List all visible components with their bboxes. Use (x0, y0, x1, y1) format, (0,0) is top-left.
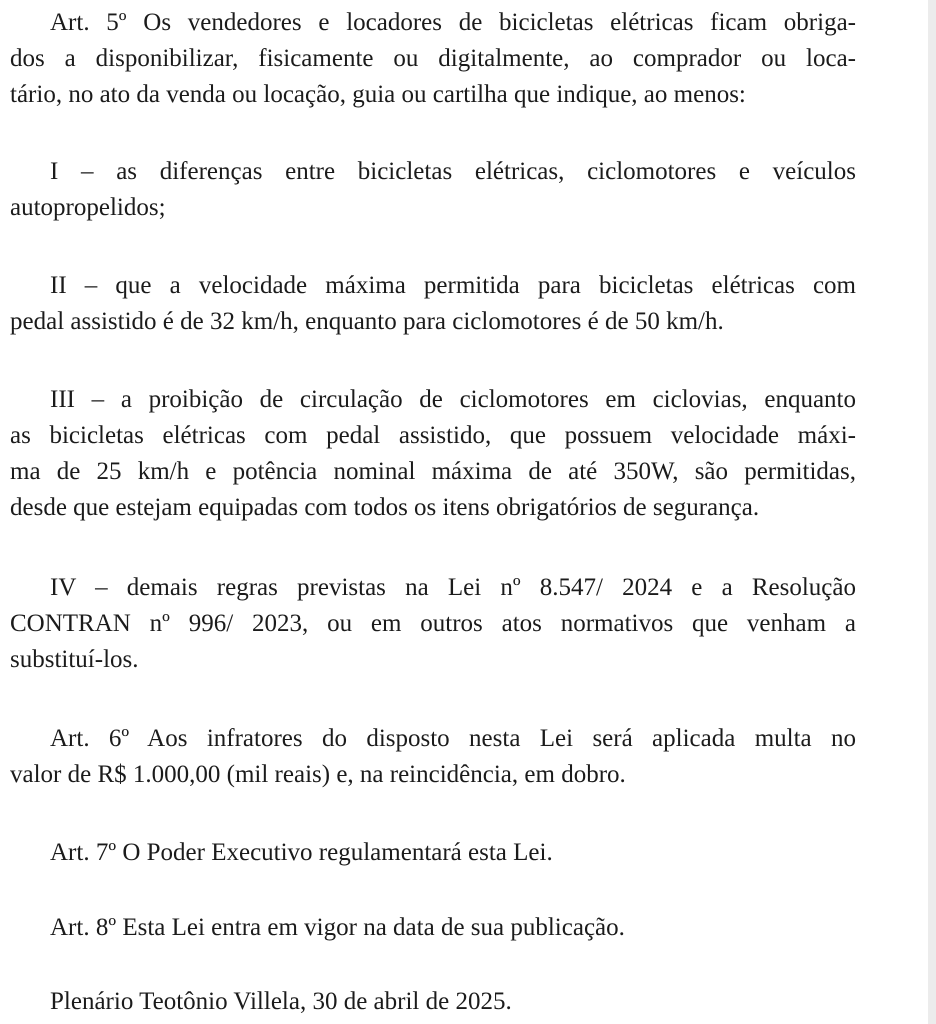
item-1-line-2: autopropelidos; (10, 194, 166, 221)
article-5-line-3: tário, no ato da venda ou locação, guia ou cartilha que indique, ao menos: (10, 81, 746, 108)
item-4 (10, 570, 856, 678)
item-3 (10, 382, 856, 526)
item-1 (10, 154, 856, 226)
article-6-line-2: valor de R$ 1.000,00 (mil reais) e, na reincidência, em dobro. (10, 761, 626, 788)
article-8-text: Art. 8º Esta Lei entra em vigor na data de sua publicação. (50, 914, 625, 941)
item-2-line-1: II – que a velocidade máxima permitida para bicicletas elétricas com (50, 272, 856, 299)
item-4-line-2: CONTRAN nº 996/ 2023, ou em outros atos normativos que venham a (10, 610, 856, 637)
article-7 (10, 835, 856, 871)
article-6-line-1: Art. 6º Aos infratores do disposto nesta Lei será aplicada multa no (50, 725, 856, 752)
article-8 (10, 910, 856, 946)
item-3-line-1: III – a proibição de circulação de ciclomotores em ciclovias, enquanto (50, 386, 856, 413)
item-4-line-1: IV – demais regras previstas na Lei nº 8.547/ 2024 e a Resolução (50, 574, 856, 601)
item-3-line-3: ma de 25 km/h e potência nominal máxima de até 350W, são permitidas, (10, 458, 856, 485)
item-4-line-3: substituí-los. (10, 646, 139, 673)
item-2-line-2: pedal assistido é de 32 km/h, enquanto para ciclomotores é de 50 km/h. (10, 308, 724, 335)
article-5-line-1: Art. 5º Os vendedores e locadores de bicicletas elétricas ficam obriga- (50, 9, 856, 36)
item-3-line-4: desde que estejam equipadas com todos os itens obrigatórios de segurança. (10, 494, 760, 521)
article-6 (10, 721, 856, 793)
article-7-text: Art. 7º O Poder Executivo regulamentará esta Lei. (50, 839, 553, 866)
article-5 (10, 5, 856, 113)
closing-text: Plenário Teotônio Villela, 30 de abril de 2025. (50, 988, 512, 1015)
item-2 (10, 268, 856, 340)
page-edge-shadow (928, 0, 936, 1024)
closing-signature (10, 984, 856, 1020)
item-3-line-2: as bicicletas elétricas com pedal assistido, que possuem velocidade máxi- (10, 422, 856, 449)
item-1-line-1: I – as diferenças entre bicicletas elétricas, ciclomotores e veículos (50, 158, 856, 185)
article-5-line-2: dos a disponibilizar, fisicamente ou digitalmente, ao comprador ou loca- (10, 45, 856, 72)
